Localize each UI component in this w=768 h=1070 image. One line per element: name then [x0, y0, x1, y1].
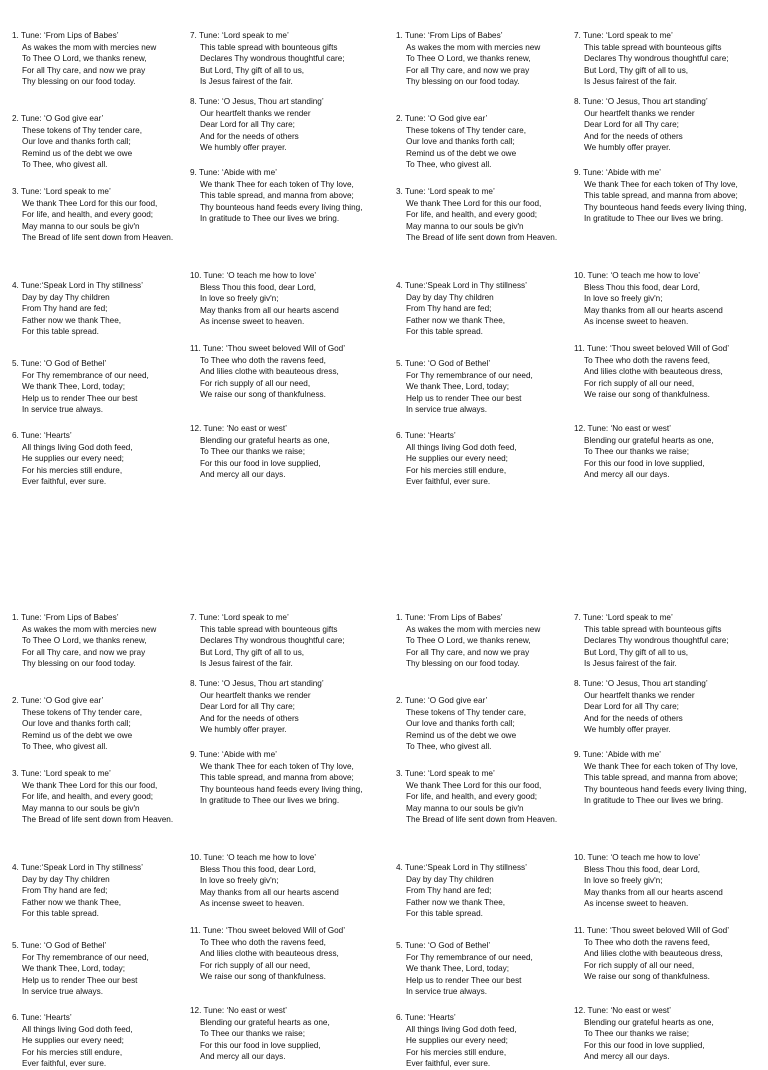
hymn-entry [396, 940, 581, 998]
tune-heading [574, 96, 759, 108]
tune-heading [190, 678, 375, 690]
verse-text: We thank Thee for each token of Thy love, This table spread, and manna from above; Thy bounteous hand feeds every living thing, In gratitude to Thee our lives we bring. [200, 761, 363, 806]
verse-text: This table spread with bounteous gifts Declares Thy wondrous thoughtful care; But Lord, Thy gift of all to us, Is Jesus fairest of the fair. [584, 42, 729, 87]
grace-card-copy [0, 0, 384, 487]
hymn-entry [574, 96, 759, 154]
tune-heading [396, 1012, 581, 1024]
hymn-number: 5. [12, 359, 19, 368]
hymn-entry [396, 768, 581, 826]
tune-name: Tune: ‘Lord speak to me’ [20, 187, 111, 196]
hymn-number: 12. [190, 424, 202, 433]
verse-text: We thank Thee Lord for this our food, For life, and health, and every good; May manna to our souls be giv'n The Bread of life sent down from Heaven. [22, 198, 174, 243]
tune-heading [12, 695, 197, 707]
tune-name: Tune: ‘Hearts’ [404, 1013, 456, 1022]
tune-name: Tune: ‘Lord speak to me’ [404, 769, 495, 778]
verse-text: As wakes the mom with mercies new To Thee O Lord, we thanks renew, For all Thy care, and now we pray Thy blessing on our food today. [22, 624, 157, 669]
hymn-number: 8. [190, 679, 197, 688]
tune-name: Tune: ‘O teach me how to love’ [203, 853, 317, 862]
tune-heading [574, 852, 759, 864]
hymn-entry [190, 925, 375, 983]
tune-heading [396, 358, 581, 370]
verse-text: To Thee who doth the ravens feed, And lilies clothe with beauteous dress, For rich supply of all our need, We raise our song of thankfulness. [200, 355, 339, 400]
tune-name: Tune: ‘No east or west’ [587, 1006, 671, 1015]
tune-heading [574, 612, 759, 624]
tune-heading [190, 749, 375, 761]
verse-text: This table spread with bounteous gifts Declares Thy wondrous thoughtful care; But Lord, Thy gift of all to us, Is Jesus fairest of the fair. [200, 624, 345, 669]
grace-card-copy [384, 582, 768, 1069]
tune-heading [396, 430, 581, 442]
hymn-number: 9. [574, 750, 581, 759]
hymn-entry [396, 30, 581, 88]
tune-name: Tune: ‘O God of Bethel’ [20, 359, 107, 368]
verse-text: Blending our grateful hearts as one, To Thee our thanks we raise; For this our food in love supplied, And mercy all our days. [200, 1017, 330, 1062]
tune-heading [396, 768, 581, 780]
hymn-number: 7. [190, 613, 197, 622]
hymn-entry [574, 270, 759, 328]
tune-heading [12, 186, 197, 198]
hymn-entry [190, 270, 375, 328]
tune-name: Tune: ‘Lord speak to me’ [20, 769, 111, 778]
tune-name: Tune: ‘Thou sweet beloved Will of God’ [586, 344, 730, 353]
tune-name: Tune: ‘Hearts’ [20, 431, 72, 440]
hymn-entry [574, 30, 759, 88]
verse-text: Day by day Thy children From Thy hand are fed; Father now we thank Thee, For this table spread. [22, 874, 122, 919]
hymn-number: 9. [190, 750, 197, 759]
verse-text: This table spread with bounteous gifts Declares Thy wondrous thoughtful care; But Lord, Thy gift of all to us, Is Jesus fairest of the fair. [584, 624, 729, 669]
hymn-number: 3. [12, 769, 19, 778]
hymn-entry [574, 612, 759, 670]
tune-name: Tune: ‘O Jesus, Thou art standing’ [198, 97, 324, 106]
tune-heading [190, 852, 375, 864]
verse-text: We thank Thee for each token of Thy love, This table spread, and manna from above; Thy bounteous hand feeds every living thing, In gratitude to Thee our lives we bring. [584, 179, 747, 224]
hymn-number: 2. [12, 696, 19, 705]
hymn-entry [190, 30, 375, 88]
hymn-number: 10. [190, 853, 202, 862]
tune-name: Tune:‘Speak Lord in Thy stillness’ [404, 281, 527, 290]
tune-name: Tune: ‘Lord speak to me’ [198, 613, 289, 622]
tune-heading [574, 1005, 759, 1017]
hymn-entry [12, 768, 197, 826]
tune-name: Tune: ‘O God of Bethel’ [404, 941, 491, 950]
tune-name: Tune: ‘Thou sweet beloved Will of God’ [202, 926, 346, 935]
hymn-entry [396, 113, 581, 171]
verse-text: To Thee who doth the ravens feed, And lilies clothe with beauteous dress, For rich supply of all our need, We raise our song of thankfulness. [200, 937, 339, 982]
hymn-entry [396, 695, 581, 753]
tune-heading [574, 167, 759, 179]
tune-name: Tune: ‘Thou sweet beloved Will of God’ [586, 926, 730, 935]
verse-text: We thank Thee for each token of Thy love, This table spread, and manna from above; Thy bounteous hand feeds every living thing, In gratitude to Thee our lives we bring. [200, 179, 363, 224]
hymn-entry [12, 186, 197, 244]
hymn-number: 12. [190, 1006, 202, 1015]
hymn-entry [396, 862, 581, 920]
tune-name: Tune:‘Speak Lord in Thy stillness’ [404, 863, 527, 872]
hymn-number: 6. [396, 1013, 403, 1022]
hymn-entry [190, 678, 375, 736]
hymn-number: 10. [574, 271, 586, 280]
hymn-entry [396, 1012, 581, 1070]
tune-heading [396, 280, 581, 292]
tune-heading [190, 343, 375, 355]
tune-heading [396, 612, 581, 624]
hymn-entry [190, 423, 375, 481]
verse-text: Day by day Thy children From Thy hand are fed; Father now we thank Thee, For this table spread. [406, 292, 506, 337]
tune-name: Tune: ‘Abide with me’ [198, 750, 277, 759]
tune-heading [574, 343, 759, 355]
hymn-number: 7. [574, 31, 581, 40]
hymn-entry [190, 343, 375, 401]
tune-name: Tune: ‘O God give ear’ [404, 696, 488, 705]
hymn-number: 7. [574, 613, 581, 622]
hymn-entry [190, 96, 375, 154]
tune-name: Tune: ‘Abide with me’ [582, 168, 661, 177]
hymn-number: 2. [396, 696, 403, 705]
tune-name: Tune: ‘O Jesus, Thou art standing’ [582, 679, 708, 688]
tune-heading [396, 30, 581, 42]
hymn-number: 9. [574, 168, 581, 177]
hymn-entry [12, 30, 197, 88]
hymn-number: 8. [190, 97, 197, 106]
tune-name: Tune: ‘From Lips of Babes’ [404, 31, 503, 40]
tune-heading [12, 612, 197, 624]
hymn-number: 6. [396, 431, 403, 440]
hymn-entry [190, 612, 375, 670]
verse-text: All things living God doth feed, He supplies our every need; For his mercies still endure, Ever faithful, ever sure. [22, 442, 133, 487]
verse-text: As wakes the mom with mercies new To Thee O Lord, we thanks renew, For all Thy care, and now we pray Thy blessing on our food today. [406, 42, 541, 87]
hymn-entry [12, 862, 197, 920]
verse-text: Our heartfelt thanks we render Dear Lord for all Thy care; And for the needs of others We humbly offer prayer. [200, 108, 311, 153]
tune-name: Tune: ‘Abide with me’ [582, 750, 661, 759]
verse-text: We thank Thee Lord for this our food, For life, and health, and every good; May manna to our souls be giv'n The Bread of life sent down from Heaven. [22, 780, 174, 825]
hymn-number: 1. [12, 31, 19, 40]
hymn-entry [574, 423, 759, 481]
tune-name: Tune: ‘Abide with me’ [198, 168, 277, 177]
verse-text: To Thee who doth the ravens feed, And lilies clothe with beauteous dress, For rich supply of all our need, We raise our song of thankfulness. [584, 937, 723, 982]
verse-text: For Thy remembrance of our need, We thank Thee, Lord, today; Help us to render Thee our best In service true always. [406, 952, 533, 997]
tune-name: Tune: ‘Lord speak to me’ [582, 613, 673, 622]
hymn-entry [12, 358, 197, 416]
tune-name: Tune: ‘From Lips of Babes’ [20, 613, 119, 622]
tune-heading [12, 30, 197, 42]
tune-name: Tune: ‘Hearts’ [20, 1013, 72, 1022]
hymn-entry [396, 358, 581, 416]
hymn-entry [12, 113, 197, 171]
hymn-number: 11. [574, 926, 585, 935]
tune-heading [574, 30, 759, 42]
tune-heading [190, 1005, 375, 1017]
hymn-entry [574, 343, 759, 401]
verse-text: For Thy remembrance of our need, We thank Thee, Lord, today; Help us to render Thee our best In service true always. [406, 370, 533, 415]
verse-text: All things living God doth feed, He supplies our every need; For his mercies still endure, Ever faithful, ever sure. [406, 442, 517, 487]
hymn-entry [12, 612, 197, 670]
verse-text: Our heartfelt thanks we render Dear Lord for all Thy care; And for the needs of others We humbly offer prayer. [200, 690, 311, 735]
tune-name: Tune: ‘Lord speak to me’ [582, 31, 673, 40]
tune-name: Tune: ‘O Jesus, Thou art standing’ [582, 97, 708, 106]
verse-text: Day by day Thy children From Thy hand are fed; Father now we thank Thee, For this table spread. [406, 874, 506, 919]
hymn-entry [574, 749, 759, 807]
grace-card-copy [384, 0, 768, 487]
hymn-number: 2. [12, 114, 19, 123]
tune-heading [396, 113, 581, 125]
hymn-entry [12, 430, 197, 488]
hymn-number: 1. [396, 613, 403, 622]
hymn-entry [396, 186, 581, 244]
tune-name: Tune: ‘No east or west’ [587, 424, 671, 433]
hymn-number: 3. [396, 769, 403, 778]
tune-name: Tune:‘Speak Lord in Thy stillness’ [20, 863, 143, 872]
tune-heading [574, 749, 759, 761]
tune-name: Tune: ‘From Lips of Babes’ [404, 613, 503, 622]
hymn-entry [574, 852, 759, 910]
tune-name: Tune: ‘O teach me how to love’ [587, 853, 701, 862]
tune-name: Tune: ‘O teach me how to love’ [203, 271, 317, 280]
tune-heading [574, 423, 759, 435]
hymn-number: 3. [396, 187, 403, 196]
tune-heading [190, 167, 375, 179]
hymn-number: 4. [396, 863, 403, 872]
tune-heading [574, 678, 759, 690]
hymn-number: 4. [12, 863, 19, 872]
hymn-number: 9. [190, 168, 197, 177]
verse-text: These tokens of Thy tender care, Our love and thanks forth call; Remind us of the debt we owe To Thee, who givest all. [406, 707, 526, 752]
tune-name: Tune: ‘O God of Bethel’ [20, 941, 107, 950]
hymn-entry [12, 1012, 197, 1070]
verse-text: For Thy remembrance of our need, We thank Thee, Lord, today; Help us to render Thee our best In service true always. [22, 952, 149, 997]
hymn-number: 4. [396, 281, 403, 290]
hymn-entry [12, 940, 197, 998]
hymn-number: 12. [574, 1006, 586, 1015]
hymn-number: 5. [12, 941, 19, 950]
tune-heading [12, 768, 197, 780]
tune-heading [190, 925, 375, 937]
verse-text: Bless Thou this food, dear Lord, In love so freely giv'n; May thanks from all our hearts ascend As incense sweet to heaven. [584, 282, 723, 327]
hymn-number: 5. [396, 941, 403, 950]
verse-text: Blending our grateful hearts as one, To Thee our thanks we raise; For this our food in love supplied, And mercy all our days. [584, 1017, 714, 1062]
tune-heading [396, 862, 581, 874]
tune-name: Tune: ‘O God give ear’ [20, 114, 104, 123]
tune-heading [190, 423, 375, 435]
hymn-number: 4. [12, 281, 19, 290]
hymn-number: 8. [574, 97, 581, 106]
hymn-number: 2. [396, 114, 403, 123]
verse-text: As wakes the mom with mercies new To Thee O Lord, we thanks renew, For all Thy care, and now we pray Thy blessing on our food today. [22, 42, 157, 87]
tune-name: Tune: ‘O Jesus, Thou art standing’ [198, 679, 324, 688]
tune-heading [12, 1012, 197, 1024]
verse-text: All things living God doth feed, He supplies our every need; For his mercies still endure, Ever faithful, ever sure. [406, 1024, 517, 1069]
tune-heading [190, 30, 375, 42]
verse-text: As wakes the mom with mercies new To Thee O Lord, we thanks renew, For all Thy care, and now we pray Thy blessing on our food today. [406, 624, 541, 669]
hymn-number: 8. [574, 679, 581, 688]
tune-heading [12, 358, 197, 370]
hymn-entry [190, 852, 375, 910]
hymn-number: 12. [574, 424, 586, 433]
tune-name: Tune: ‘No east or west’ [203, 424, 287, 433]
tune-name: Tune: ‘Hearts’ [404, 431, 456, 440]
hymn-number: 10. [574, 853, 586, 862]
tune-name: Tune: ‘O God of Bethel’ [404, 359, 491, 368]
verse-text: Blending our grateful hearts as one, To Thee our thanks we raise; For this our food in love supplied, And mercy all our days. [584, 435, 714, 480]
grace-card-copy [0, 582, 384, 1069]
hymn-entry [574, 167, 759, 225]
hymn-entry [396, 612, 581, 670]
tune-heading [396, 695, 581, 707]
tune-heading [190, 270, 375, 282]
hymn-number: 6. [12, 1013, 19, 1022]
verse-text: We thank Thee for each token of Thy love, This table spread, and manna from above; Thy bounteous hand feeds every living thing, In gratitude to Thee our lives we bring. [584, 761, 747, 806]
hymn-entry [190, 167, 375, 225]
verse-text: These tokens of Thy tender care, Our love and thanks forth call; Remind us of the debt we owe To Thee, who givest all. [22, 125, 142, 170]
tune-name: Tune: ‘From Lips of Babes’ [20, 31, 119, 40]
verse-text: These tokens of Thy tender care, Our love and thanks forth call; Remind us of the debt we owe To Thee, who givest all. [406, 125, 526, 170]
hymn-entry [190, 749, 375, 807]
verse-text: Blending our grateful hearts as one, To Thee our thanks we raise; For this our food in love supplied, And mercy all our days. [200, 435, 330, 480]
tune-heading [574, 270, 759, 282]
hymn-entry [574, 678, 759, 736]
tune-heading [12, 940, 197, 952]
hymn-entry [12, 280, 197, 338]
hymn-number: 7. [190, 31, 197, 40]
verse-text: Our heartfelt thanks we render Dear Lord for all Thy care; And for the needs of others We humbly offer prayer. [584, 108, 695, 153]
verse-text: To Thee who doth the ravens feed, And lilies clothe with beauteous dress, For rich supply of all our need, We raise our song of thankfulness. [584, 355, 723, 400]
verse-text: Bless Thou this food, dear Lord, In love so freely giv'n; May thanks from all our hearts ascend As incense sweet to heaven. [584, 864, 723, 909]
hymn-entry [396, 430, 581, 488]
tune-name: Tune: ‘O God give ear’ [404, 114, 488, 123]
hymn-number: 11. [190, 926, 201, 935]
verse-text: This table spread with bounteous gifts Declares Thy wondrous thoughtful care; But Lord, Thy gift of all to us, Is Jesus fairest of the fair. [200, 42, 345, 87]
hymn-entry [190, 1005, 375, 1063]
tune-name: Tune: ‘Lord speak to me’ [404, 187, 495, 196]
hymn-number: 5. [396, 359, 403, 368]
verse-text: Bless Thou this food, dear Lord, In love so freely giv'n; May thanks from all our hearts ascend As incense sweet to heaven. [200, 864, 339, 909]
verse-text: We thank Thee Lord for this our food, For life, and health, and every good; May manna to our souls be giv'n The Bread of life sent down from Heaven. [406, 198, 558, 243]
tune-heading [574, 925, 759, 937]
verse-text: All things living God doth feed, He supplies our every need; For his mercies still endure, Ever faithful, ever sure. [22, 1024, 133, 1069]
tune-name: Tune: ‘Lord speak to me’ [198, 31, 289, 40]
hymn-number: 6. [12, 431, 19, 440]
hymn-number: 11. [190, 344, 201, 353]
tune-heading [396, 186, 581, 198]
hymn-number: 10. [190, 271, 202, 280]
tune-name: Tune: ‘O God give ear’ [20, 696, 104, 705]
tune-name: Tune: ‘Thou sweet beloved Will of God’ [202, 344, 346, 353]
hymn-number: 1. [396, 31, 403, 40]
hymn-entry [574, 1005, 759, 1063]
hymn-number: 11. [574, 344, 585, 353]
tune-heading [12, 430, 197, 442]
tune-name: Tune: ‘O teach me how to love’ [587, 271, 701, 280]
verse-text: Our heartfelt thanks we render Dear Lord for all Thy care; And for the needs of others We humbly offer prayer. [584, 690, 695, 735]
hymn-entry [396, 280, 581, 338]
verse-text: Day by day Thy children From Thy hand are fed; Father now we thank Thee, For this table spread. [22, 292, 122, 337]
hymn-entry [12, 695, 197, 753]
tune-heading [12, 862, 197, 874]
hymn-entry [574, 925, 759, 983]
verse-text: We thank Thee Lord for this our food, For life, and health, and every good; May manna to our souls be giv'n The Bread of life sent down from Heaven. [406, 780, 558, 825]
tune-heading [12, 113, 197, 125]
verse-text: For Thy remembrance of our need, We thank Thee, Lord, today; Help us to render Thee our best In service true always. [22, 370, 149, 415]
tune-heading [190, 612, 375, 624]
verse-text: Bless Thou this food, dear Lord, In love so freely giv'n; May thanks from all our hearts ascend As incense sweet to heaven. [200, 282, 339, 327]
hymn-number: 3. [12, 187, 19, 196]
tune-name: Tune:‘Speak Lord in Thy stillness’ [20, 281, 143, 290]
tune-heading [190, 96, 375, 108]
verse-text: These tokens of Thy tender care, Our love and thanks forth call; Remind us of the debt we owe To Thee, who givest all. [22, 707, 142, 752]
tune-heading [12, 280, 197, 292]
hymn-number: 1. [12, 613, 19, 622]
tune-name: Tune: ‘No east or west’ [203, 1006, 287, 1015]
tune-heading [396, 940, 581, 952]
